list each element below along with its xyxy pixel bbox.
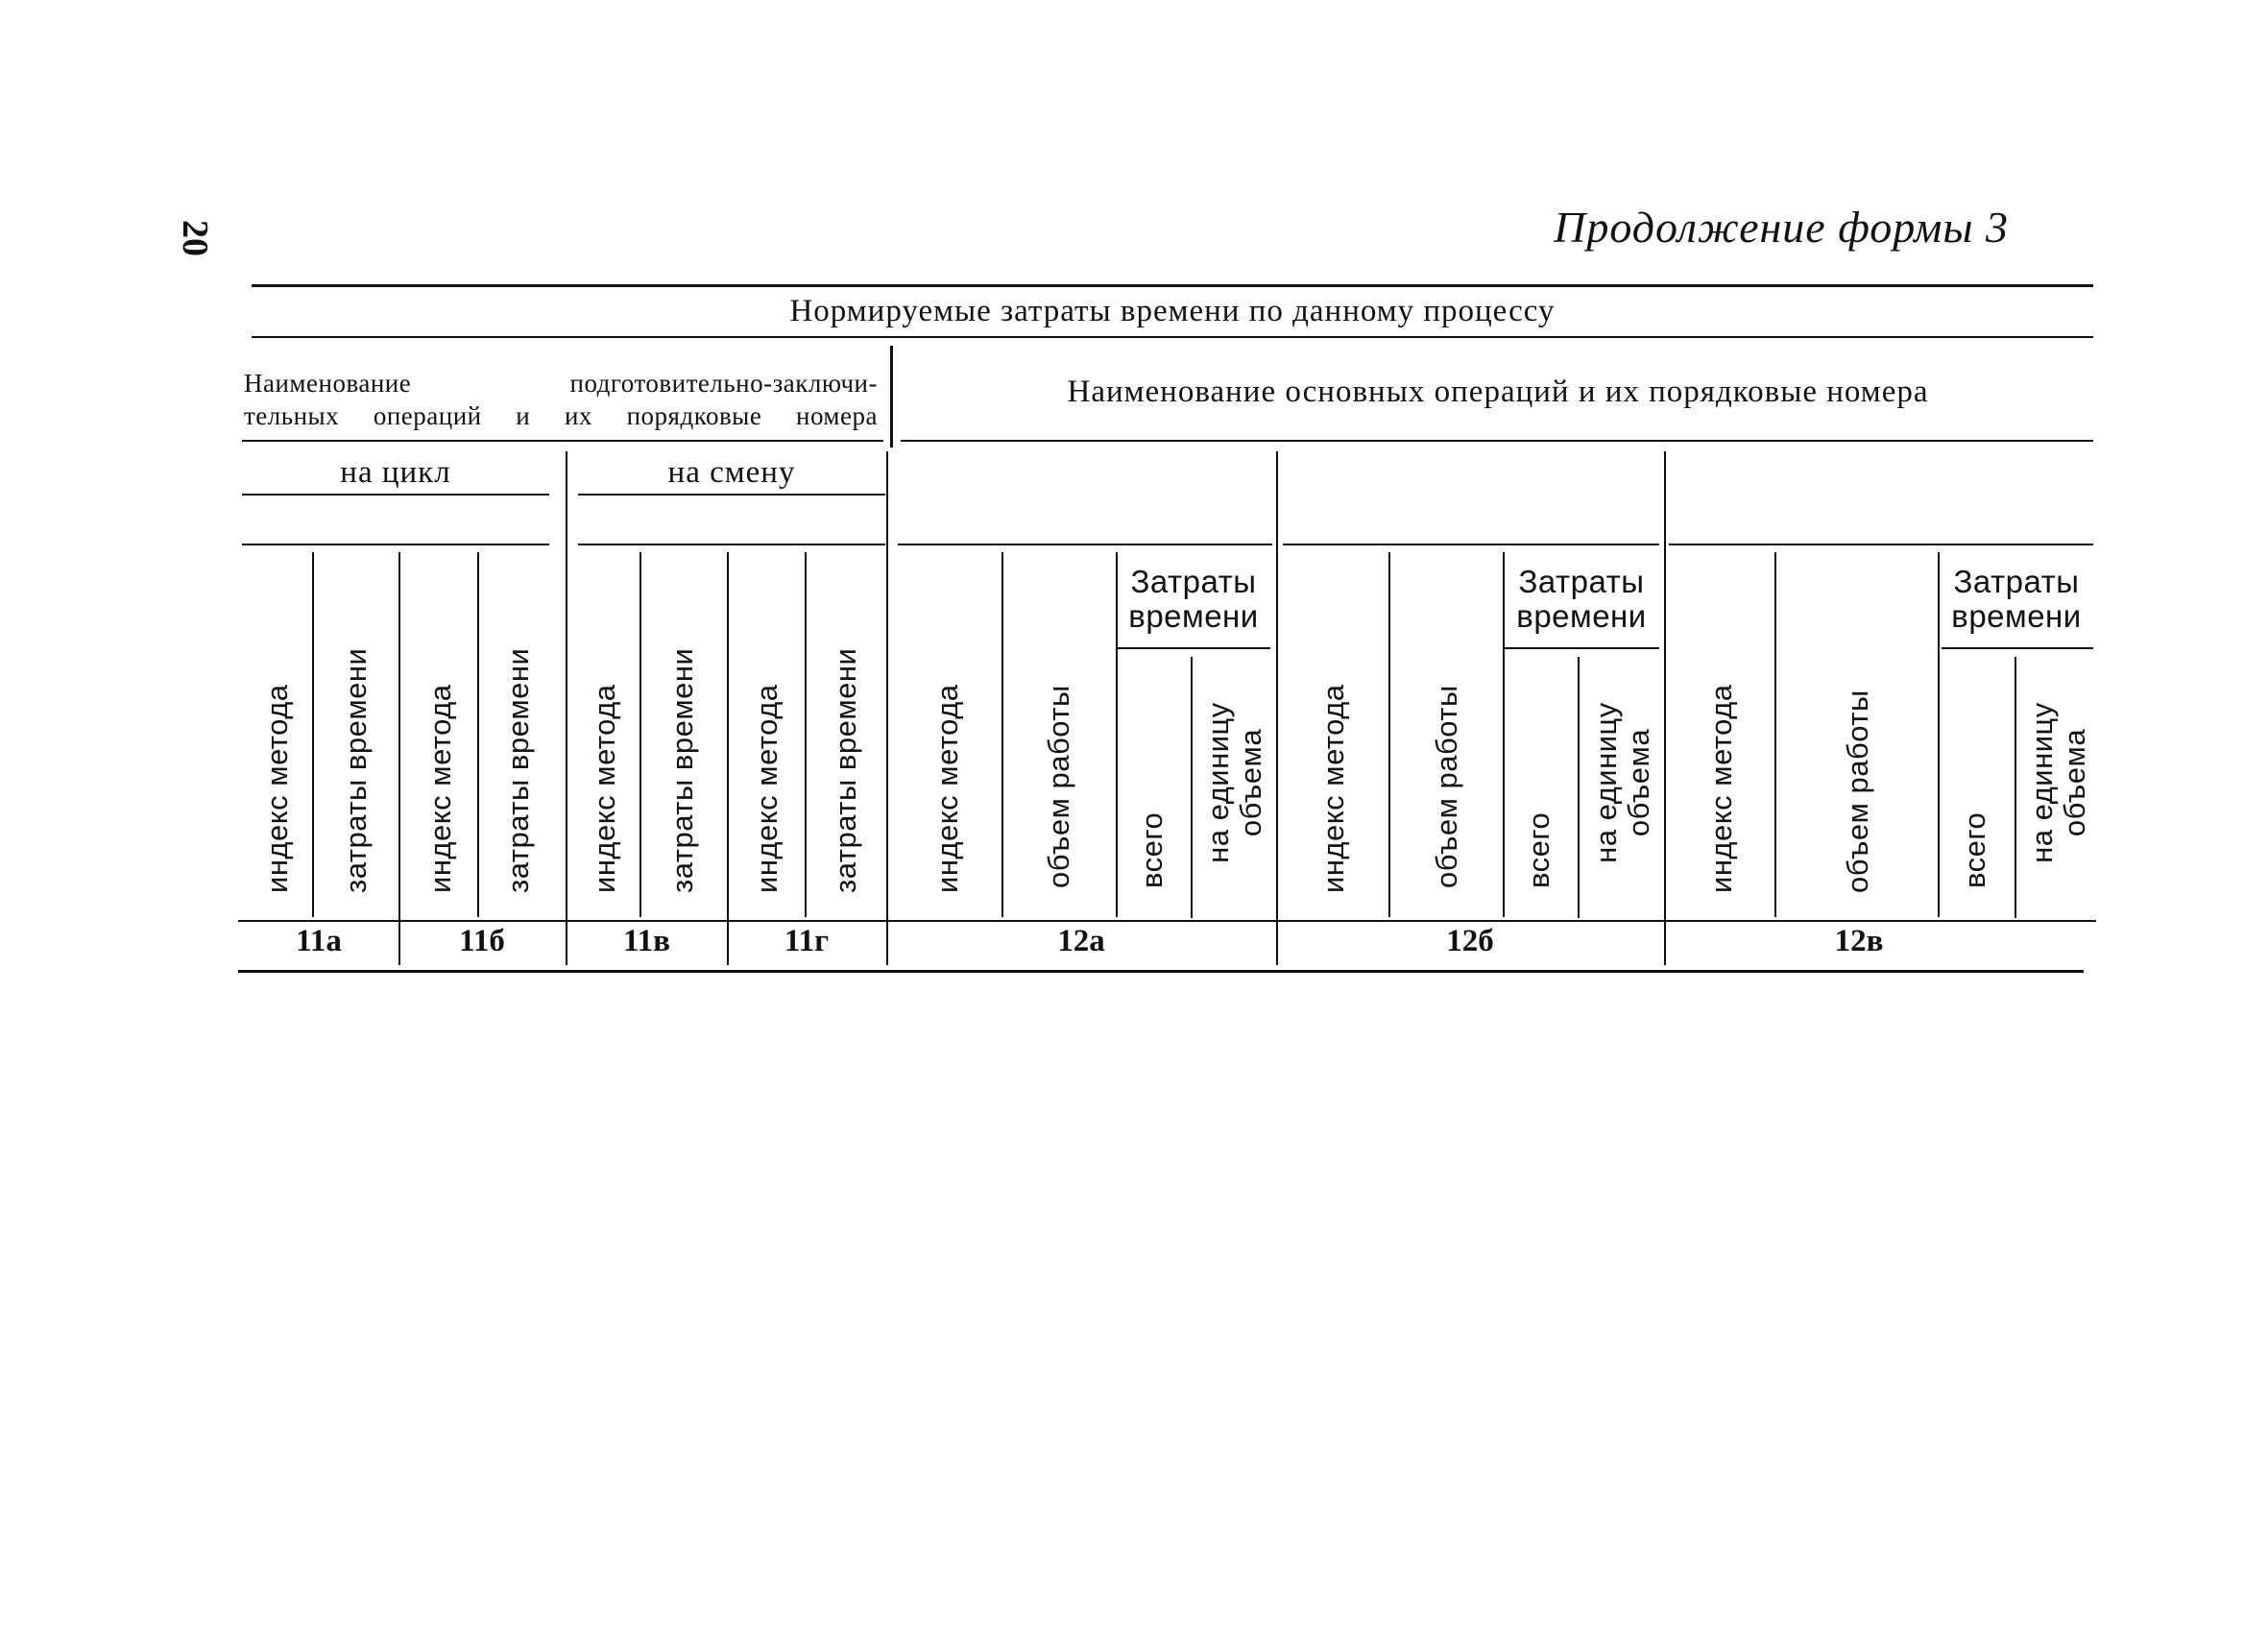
col-label-method-index: индекс метода bbox=[423, 684, 457, 893]
col-divider-3 bbox=[477, 552, 479, 917]
col-label-total: всего bbox=[1135, 811, 1169, 888]
col-label-per-unit bbox=[1590, 677, 1655, 888]
col-label-time-cost: затраты времени bbox=[665, 647, 699, 893]
main-ops-header: Наименование основных операций и их порядковые номера bbox=[1067, 375, 1929, 409]
continuation-title: Продолжение формы 3 bbox=[1554, 203, 2009, 252]
col-divider-5 bbox=[727, 552, 729, 965]
time-cost-group-line1: Затраты bbox=[1130, 564, 1257, 599]
shift-main-divider bbox=[886, 451, 888, 965]
col-divider-2 bbox=[398, 552, 400, 965]
time-cost-group bbox=[1117, 565, 1270, 634]
col-label-method-index: индекс метода bbox=[588, 684, 621, 893]
zatraty-12c-rule bbox=[1942, 647, 2093, 649]
main-ops-header-rule bbox=[901, 440, 2093, 442]
col-label-method-index: индекс метода bbox=[1704, 684, 1738, 893]
time-cost-group-line2: времени bbox=[1951, 598, 2082, 634]
time-cost-group bbox=[1940, 565, 2093, 634]
col-label-per-unit-line1: на единицу bbox=[1201, 702, 1235, 863]
group-12c-rule bbox=[1669, 544, 2093, 545]
col-divider-12 bbox=[1578, 657, 1580, 918]
time-cost-group-line2: времени bbox=[1516, 598, 1647, 634]
col-label-per-unit-line2: объема bbox=[2058, 728, 2091, 837]
cycle-rule bbox=[242, 494, 549, 496]
col-label-method-index: индекс метода bbox=[1316, 684, 1350, 893]
table-bottom-border bbox=[238, 970, 2084, 973]
shift-rule bbox=[578, 494, 885, 496]
per-cycle-header: на цикл bbox=[340, 455, 451, 490]
column-numbers-rule bbox=[238, 920, 2096, 922]
per-shift-header: на смену bbox=[667, 455, 796, 490]
col-divider-6 bbox=[805, 552, 807, 917]
prep-ops-header-line1: Наименование подготовительно-заключи- bbox=[244, 369, 878, 398]
col-label-total: всего bbox=[1522, 811, 1556, 888]
col-label-method-index: индекс метода bbox=[260, 684, 294, 893]
col-label-per-unit-line2: объема bbox=[1622, 728, 1655, 837]
col-label-work-volume: объем работы bbox=[1841, 689, 1874, 893]
col-divider-13 bbox=[1774, 552, 1776, 917]
time-cost-group bbox=[1504, 565, 1659, 634]
col-divider-7 bbox=[1001, 552, 1003, 917]
col-label-time-cost: затраты времени bbox=[501, 647, 535, 893]
prep-ops-header bbox=[244, 367, 878, 432]
table-top-border bbox=[252, 284, 2093, 287]
col-divider-4 bbox=[639, 552, 641, 917]
col-label-per-unit-line1: на единицу bbox=[1589, 702, 1623, 863]
zatraty-12b-rule bbox=[1504, 647, 1659, 649]
column-number-11a: 11а bbox=[296, 924, 342, 958]
col-label-per-unit bbox=[1202, 677, 1267, 888]
col-divider-15 bbox=[2015, 657, 2016, 918]
col-label-per-unit bbox=[2026, 677, 2091, 888]
col-divider-9 bbox=[1191, 657, 1193, 918]
cycle-shift-divider bbox=[566, 451, 567, 965]
prep-main-divider bbox=[890, 346, 893, 448]
time-cost-group-line2: времени bbox=[1128, 598, 1259, 634]
cycle-rule-2 bbox=[242, 544, 549, 545]
main-header-rule bbox=[252, 336, 2093, 338]
col-label-work-volume: объем работы bbox=[1042, 685, 1075, 888]
col-label-time-cost: затраты времени bbox=[829, 647, 862, 893]
column-number-12a: 12а bbox=[1057, 924, 1105, 958]
shift-rule-2 bbox=[578, 544, 885, 545]
col-label-method-index: индекс метода bbox=[930, 684, 964, 893]
col-label-method-index: индекс метода bbox=[750, 684, 784, 893]
main-header: Нормируемые затраты времени по данному процессу bbox=[789, 294, 1556, 328]
col-label-work-volume: объем работы bbox=[1430, 685, 1463, 888]
time-cost-group-line1: Затраты bbox=[1518, 564, 1645, 599]
col-label-per-unit-line1: на единицу bbox=[2025, 702, 2059, 863]
col-divider-1 bbox=[312, 552, 314, 917]
column-number-11g: 11г bbox=[784, 924, 830, 958]
prep-ops-header-line2: тельных операций и их порядковые номера bbox=[244, 401, 878, 430]
col-divider-10 bbox=[1388, 552, 1390, 917]
column-number-11v: 11в bbox=[622, 924, 670, 958]
col-label-time-cost: затраты времени bbox=[339, 647, 373, 893]
zatraty-12a-rule bbox=[1117, 647, 1270, 649]
column-number-12b: 12б bbox=[1446, 924, 1494, 958]
col-label-per-unit-line2: объема bbox=[1234, 728, 1267, 837]
main-12b-12c-divider bbox=[1664, 451, 1666, 965]
page-number: 20 bbox=[175, 220, 215, 256]
col-label-total: всего bbox=[1958, 811, 1991, 888]
prep-header-rule bbox=[242, 440, 883, 442]
time-cost-group-line1: Затраты bbox=[1953, 564, 2080, 599]
group-12b-rule bbox=[1283, 544, 1659, 545]
main-12a-12b-divider bbox=[1276, 451, 1278, 965]
group-12a-rule bbox=[898, 544, 1272, 545]
column-number-12v: 12в bbox=[1834, 924, 1884, 958]
column-number-11b: 11б bbox=[459, 924, 505, 958]
